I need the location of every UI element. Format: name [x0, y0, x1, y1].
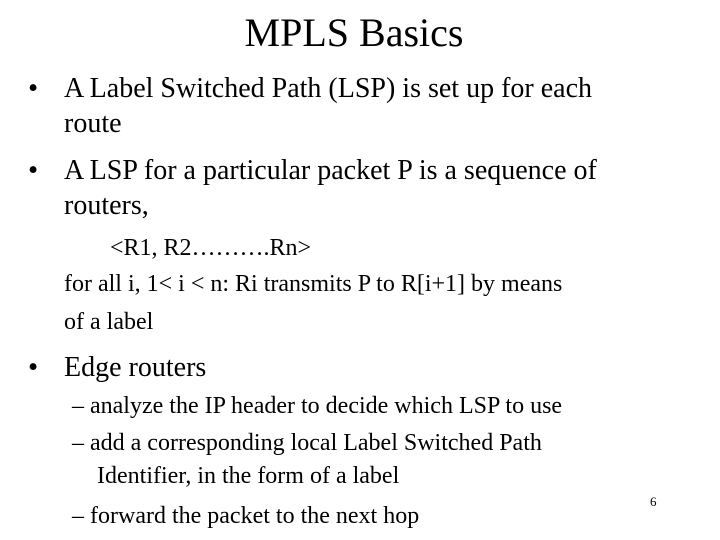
slide-title: MPLS Basics: [244, 10, 464, 55]
lsp-condition-line: for all i, 1< i < n: Ri transmits P to R[i+1] by means: [64, 271, 563, 297]
edge-router-sub-item-continuation: Identifier, in the form of a label: [97, 463, 400, 489]
edge-router-sub-item: – analyze the IP header to decide which LSP to use: [72, 393, 563, 419]
bullet-icon: •: [28, 72, 39, 104]
bullet-1-line-2: route: [64, 108, 122, 139]
lsp-condition-line-end: of a label: [64, 309, 154, 335]
page-number: 6: [650, 494, 657, 509]
bullet-2-line-2: routers,: [64, 190, 149, 221]
lsp-sequence-line: <R1, R2……….Rn>: [110, 235, 312, 261]
bullet-icon: •: [28, 154, 39, 186]
bullet-2-line-1: A LSP for a particular packet P is a sequence of: [64, 155, 597, 186]
bullet-3-line-1: Edge routers: [64, 352, 207, 383]
edge-router-sub-item: – add a corresponding local Label Switched Path: [72, 430, 542, 456]
bullet-icon: •: [28, 351, 39, 383]
bullet-1-line-1: A Label Switched Path (LSP) is set up for each: [64, 73, 593, 104]
edge-router-sub-item: – forward the packet to the next hop: [72, 503, 420, 529]
